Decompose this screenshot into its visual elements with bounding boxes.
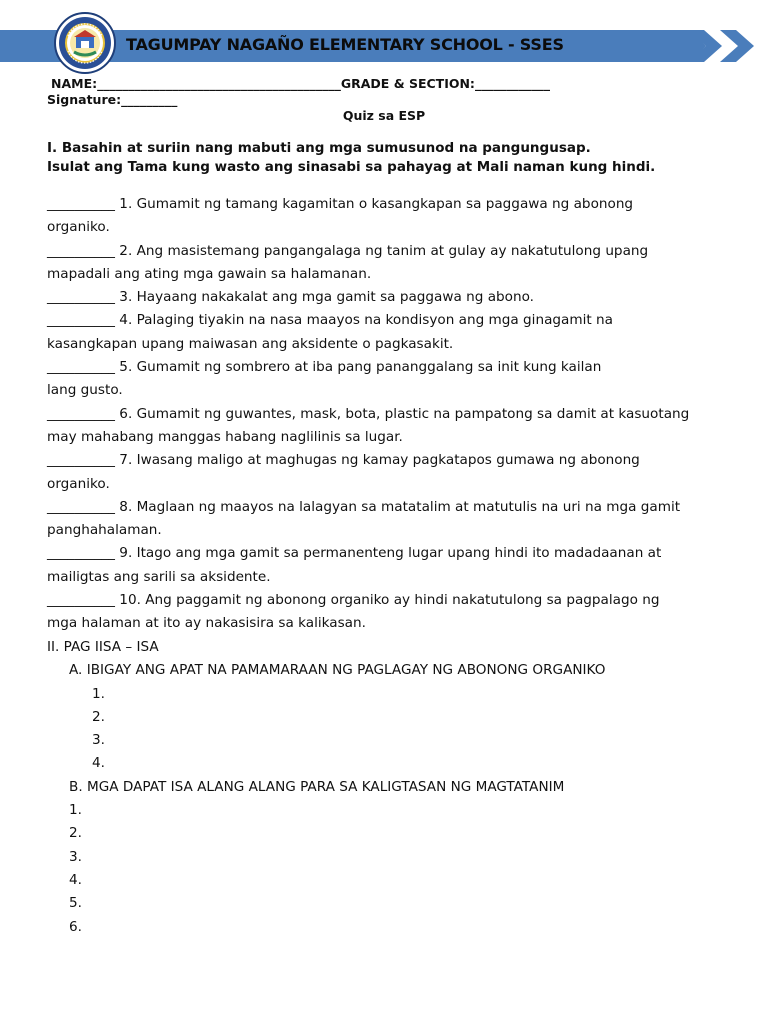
quiz-item-3 xyxy=(47,286,737,309)
quiz-item-1 xyxy=(47,193,737,216)
answer-blank: __________ xyxy=(47,196,115,212)
true-false-items xyxy=(47,193,737,636)
instruction-line-2: Isulat ang Tama kung wasto ang sinasabi sa pahayag at Mali naman kung hindi. xyxy=(47,159,656,175)
quiz-item-10 xyxy=(47,589,737,612)
quiz-item-5 xyxy=(47,356,737,379)
item-text: 8. Maglaan ng maayos na lalagyan sa matatalim at matutulis na uri na mga gamit xyxy=(114,498,681,515)
answer-blank: __________ xyxy=(47,359,115,376)
name-label: NAME: xyxy=(51,76,98,91)
signature-blank: _________ xyxy=(121,92,178,107)
item-text: 9. Itago ang mga gamit sa permanenteng lugar upang hindi ito madadaanan at xyxy=(114,545,662,562)
section-b-number: 6. xyxy=(69,918,82,935)
name-blank: _______________________________________ xyxy=(97,76,341,91)
part2 xyxy=(47,636,737,939)
item-continuation: panghahalaman. xyxy=(47,522,162,539)
item-text: 2. Ang masistemang pangangalaga ng tanim at gulay ay nakatutulong upang xyxy=(114,242,649,259)
item-continuation: kasangkapan upang maiwasan ang aksidente o pagkasakit. xyxy=(47,335,454,352)
section-a-number: 2. xyxy=(92,708,105,725)
section-b-label: B. MGA DAPAT ISA ALANG ALANG PARA SA KALIGTASAN NG MAGTATANIM xyxy=(69,778,565,795)
quiz-item-7 xyxy=(47,449,737,472)
part2-title: II. PAG IISA – ISA xyxy=(47,639,159,655)
answer-blank: __________ xyxy=(47,498,115,515)
grade-section-blank: ____________ xyxy=(474,76,550,91)
student-info-line xyxy=(51,76,550,91)
answer-blank: __________ xyxy=(47,312,115,329)
answer-blank: __________ xyxy=(47,405,115,422)
item-text: 1. Gumamit ng tamang kagamitan o kasangkapan sa paggawa ng abonong xyxy=(114,196,634,212)
item-text: 10. Ang paggamit ng abonong organiko ay hindi nakatutulong sa pagpalago ng xyxy=(114,592,660,609)
quiz-item-2 xyxy=(47,240,737,263)
section-a-number: 1. xyxy=(92,685,105,702)
item-text: 6. Gumamit ng guwantes, mask, bota, plastic na pampatong sa damit at kasuotang xyxy=(114,405,690,422)
quiz-item-9 xyxy=(47,542,737,565)
item-continuation: mailigtas ang sarili sa aksidente. xyxy=(47,568,271,585)
answer-blank: __________ xyxy=(47,242,115,259)
answer-blank: __________ xyxy=(47,592,115,609)
section-b-number: 3. xyxy=(69,848,82,865)
quiz-item-4 xyxy=(47,309,737,332)
item-continuation: may mahabang manggas habang naglilinis sa lugar. xyxy=(47,428,403,445)
double-chevron-right-icon xyxy=(686,28,760,64)
section-b-number: 5. xyxy=(69,895,82,912)
item-text: 4. Palaging tiyakin na nasa maayos na kondisyon ang mga ginagamit na xyxy=(114,312,613,329)
answer-blank: __________ xyxy=(47,545,115,562)
item-continuation: organiko. xyxy=(47,219,110,236)
answer-blank: __________ xyxy=(47,452,115,469)
item-continuation: mga halaman at ito ay nakasisira sa kalikasan. xyxy=(47,615,366,632)
quiz-item-8 xyxy=(47,496,737,519)
item-text: 7. Iwasang maligo at maghugas ng kamay pagkatapos gumawa ng abonong xyxy=(114,452,640,469)
answer-blank: __________ xyxy=(47,289,115,306)
section-a-number: 4. xyxy=(92,755,105,772)
school-seal-logo xyxy=(54,12,116,74)
item-text: 3. Hayaang nakakalat ang mga gamit sa paggawa ng abono. xyxy=(114,289,534,306)
signature-line xyxy=(47,92,177,107)
signature-label: Signature: xyxy=(47,92,122,107)
section-b-number: 2. xyxy=(69,825,82,842)
school-name: TAGUMPAY NAGAÑO ELEMENTARY SCHOOL - SSES xyxy=(126,35,564,54)
item-continuation: lang gusto. xyxy=(47,382,123,399)
instruction-line-1: I. Basahin at suriin nang mabuti ang mga sumusunod na pangungusap. xyxy=(47,140,591,156)
quiz-item-6 xyxy=(47,403,737,426)
part1-instructions xyxy=(47,139,747,177)
grade-section-label: GRADE & SECTION: xyxy=(340,76,475,91)
section-b-number: 1. xyxy=(69,802,82,819)
section-a-label: A. IBIGAY ANG APAT NA PAMAMARAAN NG PAGLAGAY NG ABONONG ORGANIKO xyxy=(69,662,606,679)
quiz-title: Quiz sa ESP xyxy=(342,108,426,123)
item-text: 5. Gumamit ng sombrero at iba pang pananggalang sa init kung kailan xyxy=(114,359,602,376)
section-a-number: 3. xyxy=(92,732,105,749)
section-b-number: 4. xyxy=(69,871,82,888)
item-continuation: mapadali ang ating mga gawain sa halamanan. xyxy=(47,265,372,282)
item-continuation: organiko. xyxy=(47,475,110,492)
